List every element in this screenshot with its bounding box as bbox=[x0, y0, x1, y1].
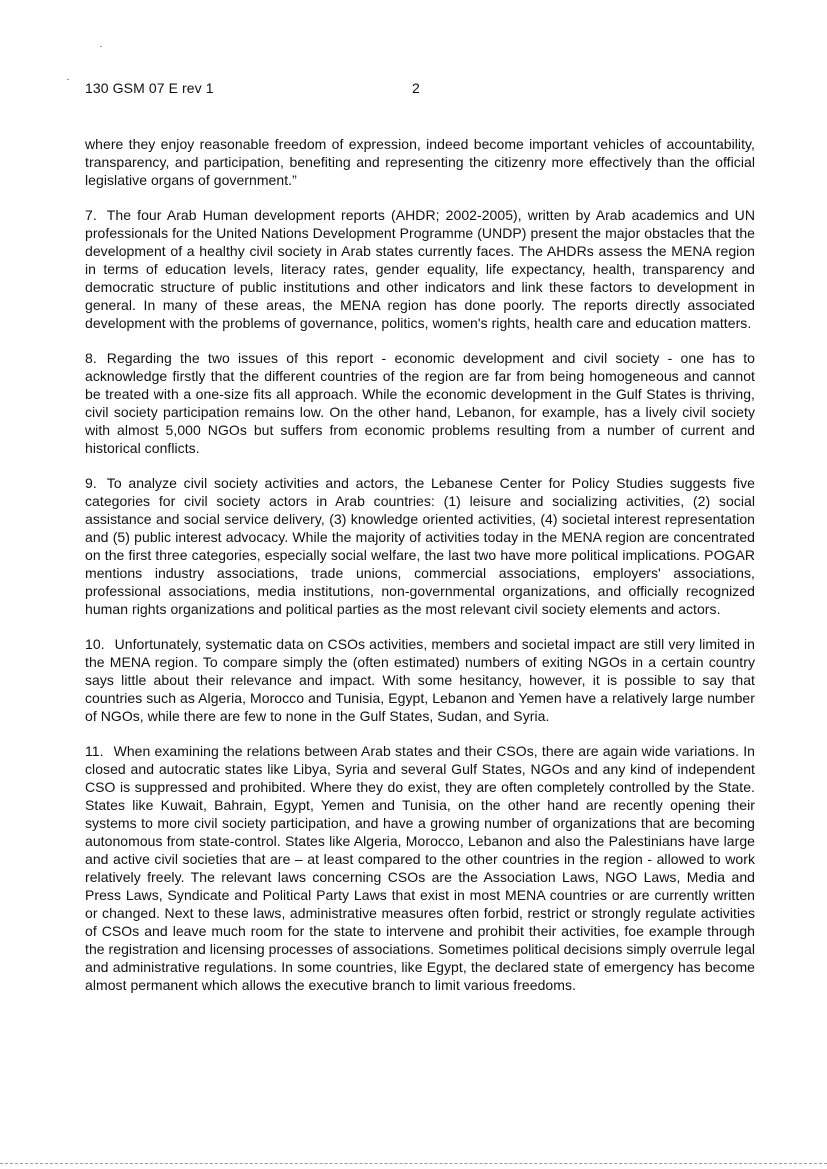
body-text bbox=[85, 135, 755, 1011]
paragraph-text: The four Arab Human development reports (AHDR; 2002-2005), written by Arab academics and UN professionals for the United Nations Development Programme (UNDP) present the major obstacles that the development of a healthy civil society in Arab states currently faces. The AHDRs assess the MENA region in terms of education levels, literacy rates, gender equality, life expectancy, health, transparency and democratic structure of public institutions and other indicators and link these factors to development in general. In many of these areas, the MENA region has done poorly. The reports directly associated development with the problems of governance, politics, women's rights, health care and education matters. bbox=[85, 207, 755, 331]
page-number: 2 bbox=[412, 80, 420, 96]
paragraph-number: 9. bbox=[85, 475, 97, 491]
paragraph-continuation bbox=[85, 135, 755, 189]
page-bottom-edge bbox=[0, 1163, 827, 1164]
paragraph-number: 7. bbox=[85, 207, 97, 223]
document-reference: 130 GSM 07 E rev 1 bbox=[85, 80, 214, 96]
paragraph-9 bbox=[85, 474, 755, 618]
paragraph-11 bbox=[85, 742, 755, 994]
paragraph-text: Regarding the two issues of this report - economic development and civil society - one has to acknowledge firstly that the different countries of the region are far from being homogeneous and cannot be treated with a one-size fits all approach. While the economic development in the Gulf States is thriving, civil society participation remains low. On the other hand, Lebanon, for example, has a lively civil society with almost 5,000 NGOs but suffers from economic problems resulting from a number of current and historical conflicts. bbox=[85, 350, 755, 456]
paragraph-number: 11. bbox=[85, 743, 104, 759]
paragraph-number: 8. bbox=[85, 350, 97, 366]
paragraph-text: When examining the relations between Arab states and their CSOs, there are again wide variations. In closed and autocratic states like Libya, Syria and several Gulf States, NGOs and any kind of independent CSO is suppressed and prohibited. Where they do exist, they are often completely controlled by the State. States like Kuwait, Bahrain, Egypt, Yemen and Tunisia, on the other hand are recently opening their systems to more civil society participation, and have a growing number of organizations that are becoming autonomous from state-control. States like Algeria, Morocco, Lebanon and also the Palestinians have large and active civil societies that are – at least compared to the other countries in the region - allowed to work relatively freely. The relevant laws concerning CSOs are the Association Laws, NGO Laws, Media and Press Laws, Syndicate and Political Party Laws that exist in most MENA countries or are currently written or changed. Next to these laws, administrative measures often forbid, restrict or strongly regulate activities of CSOs and leave much room for the state to intervene and prohibit their activities, foe example through the registration and licensing processes of associations. Sometimes political decisions simply overrule legal and administrative regulations. In some countries, like Egypt, the declared state of emergency has become almost permanent which allows the executive branch to limit various freedoms. bbox=[85, 743, 755, 993]
paragraph-number: 10. bbox=[85, 636, 105, 652]
scan-speck bbox=[100, 46, 102, 47]
paragraph-text: Unfortunately, systematic data on CSOs activities, members and societal impact are still very limited in the MENA region. To compare simply the (often estimated) numbers of exiting NGOs in a certain country says little about their relevance and impact. With some hesitancy, however, it is possible to say that countries such as Algeria, Morocco and Tunisia, Egypt, Lebanon and Yemen have a relatively large number of NGOs, while there are few to none in the Gulf States, Sudan, and Syria. bbox=[85, 636, 755, 724]
paragraph-7 bbox=[85, 206, 755, 332]
paragraph-text: where they enjoy reasonable freedom of expression, indeed become important vehicles of accountability, transparency, and participation, benefiting and representing the citizenry more effectively than the official legislative organs of government.” bbox=[85, 136, 755, 188]
scan-speck bbox=[67, 79, 69, 80]
paragraph-text: To analyze civil society activities and actors, the Lebanese Center for Policy Studies suggests five categories for civil society actors in Arab countries: (1) leisure and socializing activities, (2) social assistance and social service delivery, (3) knowledge oriented activities, (4) societal interest representation and (5) public interest advocacy. While the majority of activities today in the MENA region are concentrated on the first three categories, especially social welfare, the last two have more political implications. POGAR mentions industry associations, trade unions, commercial associations, employers' associations, professional associations, media institutions, non-governmental organizations, and officially recognized human rights organizations and political parties as the most relevant civil society elements and actors. bbox=[85, 475, 755, 617]
paragraph-8 bbox=[85, 349, 755, 457]
paragraph-10 bbox=[85, 635, 755, 725]
